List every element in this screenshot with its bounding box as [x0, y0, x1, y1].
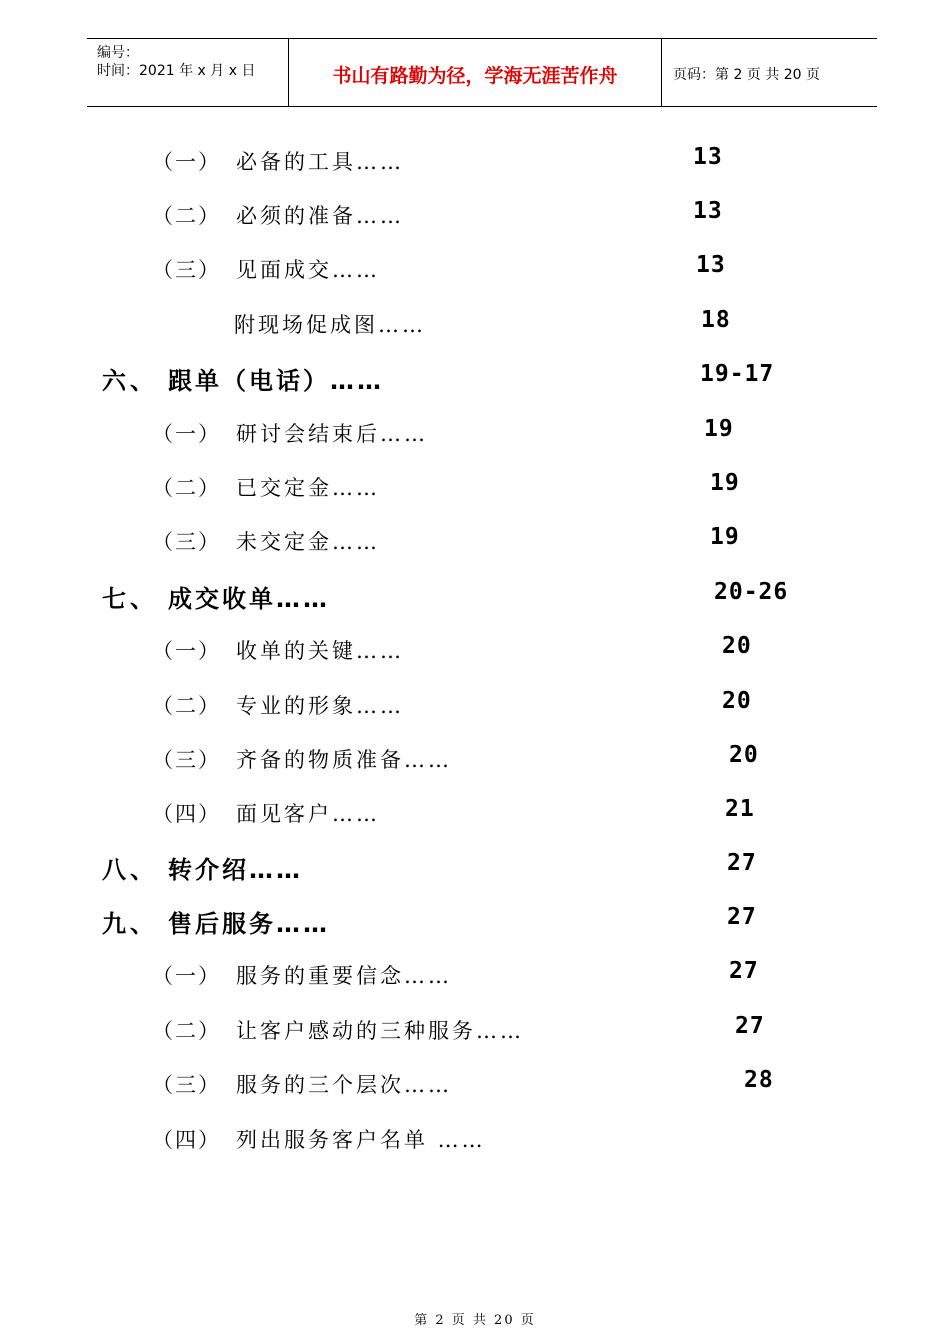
- toc-page: 27: [735, 1013, 765, 1039]
- toc-section-num: 六、: [102, 367, 158, 395]
- toc-row: [0, 1011, 950, 1051]
- toc-text: 列出服务客户名单 ……: [236, 1128, 486, 1152]
- toc-page: 13: [693, 198, 723, 224]
- toc-page: 19: [710, 470, 740, 496]
- toc-page: 27: [727, 904, 757, 930]
- toc-section-title: 转介绍……: [168, 856, 303, 884]
- toc-row: [0, 1065, 950, 1105]
- toc-row: [0, 468, 950, 508]
- toc-num: （三）: [152, 258, 221, 282]
- toc-page: 27: [729, 958, 759, 984]
- toc-num: （二）: [152, 476, 221, 500]
- toc-page: 28: [744, 1067, 774, 1093]
- header-page-cell: [661, 39, 877, 106]
- toc-num: （二）: [152, 204, 221, 228]
- toc-text: 必备的工具……: [236, 150, 404, 174]
- toc-section-title: 跟单（电话）……: [168, 367, 384, 395]
- toc-page: 20-26: [714, 579, 789, 605]
- header-motto-cell: [288, 39, 662, 106]
- header-page-number: 页码：第 2 页 共 20 页: [673, 67, 820, 83]
- toc-page: 13: [696, 252, 726, 278]
- toc-section-row: [0, 848, 950, 888]
- toc-row: [0, 740, 950, 780]
- toc-row: [0, 522, 950, 562]
- toc-text: 服务的三个层次……: [236, 1073, 452, 1097]
- toc-page: 19: [710, 524, 740, 550]
- toc-row: [0, 250, 950, 290]
- toc-section-row: [0, 902, 950, 942]
- toc-num: （一）: [152, 150, 221, 174]
- toc-text: 未交定金……: [236, 530, 380, 554]
- toc-text: 让客户感动的三种服务……: [236, 1019, 524, 1043]
- serial-label: 编号：: [97, 45, 139, 61]
- toc-page: 27: [727, 850, 757, 876]
- toc-page: 19-17: [700, 361, 775, 387]
- toc-num: （一）: [152, 639, 221, 663]
- toc-page: 20: [722, 633, 752, 659]
- toc-page: 21: [725, 796, 755, 822]
- toc-page: 18: [701, 307, 731, 333]
- page-header: [87, 38, 877, 107]
- toc-section-num: 九、: [102, 910, 158, 938]
- toc-num: （一）: [152, 422, 221, 446]
- toc-text: 服务的重要信念……: [236, 964, 452, 988]
- toc-row: [0, 196, 950, 236]
- toc-row: [0, 1120, 950, 1160]
- toc-text: 齐备的物质准备……: [236, 748, 452, 772]
- toc-row: [0, 414, 950, 454]
- toc-row: [0, 305, 950, 345]
- toc-section-num: 八、: [102, 856, 158, 884]
- toc-num: （一）: [152, 964, 221, 988]
- toc-page: 20: [722, 688, 752, 714]
- toc-section-row: [0, 577, 950, 617]
- toc-text: 研讨会结束后……: [236, 422, 428, 446]
- toc-text: 已交定金……: [236, 476, 380, 500]
- toc-num: （三）: [152, 748, 221, 772]
- toc-section-num: 七、: [102, 585, 158, 613]
- toc-section-title: 成交收单……: [168, 585, 330, 613]
- toc-page: 20: [729, 742, 759, 768]
- toc-row: [0, 631, 950, 671]
- toc-row: [0, 142, 950, 182]
- page-footer: 第 2 页 共 20 页: [414, 1313, 536, 1328]
- toc-page: 19: [704, 416, 734, 442]
- header-meta: [87, 39, 288, 106]
- toc-num: （四）: [152, 1128, 221, 1152]
- toc-page: 13: [693, 144, 723, 170]
- header-motto: 书山有路勤为径，学海无涯苦作舟: [332, 65, 618, 87]
- toc-text: 附现场促成图……: [234, 313, 426, 337]
- toc-section-title: 售后服务……: [168, 910, 330, 938]
- toc-num: （三）: [152, 530, 221, 554]
- toc-row: [0, 686, 950, 726]
- toc-num: （二）: [152, 1019, 221, 1043]
- toc-num: （三）: [152, 1073, 221, 1097]
- toc-row: [0, 956, 950, 996]
- toc-section-row: [0, 359, 950, 399]
- date-label: 时间：2021 年 x 月 x 日: [97, 63, 256, 79]
- toc-num: （二）: [152, 694, 221, 718]
- toc-text: 专业的形象……: [236, 694, 404, 718]
- toc-text: 收单的关键……: [236, 639, 404, 663]
- toc-row: [0, 794, 950, 834]
- toc-text: 面见客户……: [236, 802, 380, 826]
- toc-text: 必须的准备……: [236, 204, 404, 228]
- toc-text: 见面成交……: [236, 258, 380, 282]
- toc-num: （四）: [152, 802, 221, 826]
